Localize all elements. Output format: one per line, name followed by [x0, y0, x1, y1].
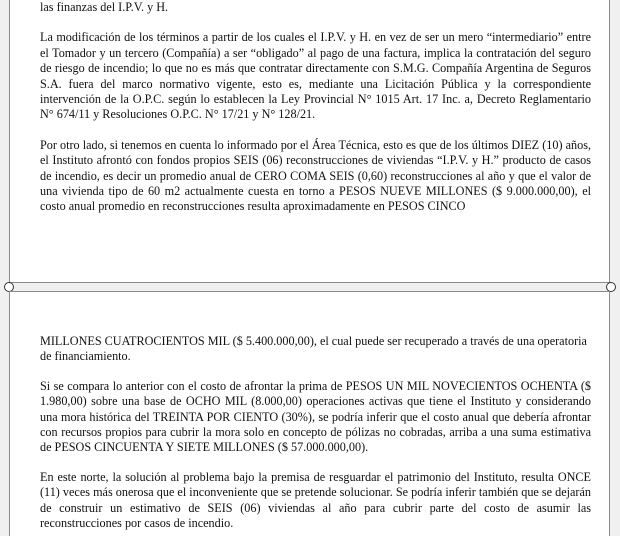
paragraph-este-norte: En este norte, la solución al problema bajo la premisa de resguardar el patrimonio del Instituto, resulta ONCE (11) veces más onerosa que el inconveniente que se pretende solucionar. Se podría inferir también que se dejarán de construir un estimativo de SEIS (06) viviendas al año para cubrir parte del costo de asumir las reconstrucciones por casos de incendio.	[40, 469, 591, 531]
page-2-text	[40, 334, 591, 531]
paragraph-millones: MILLONES CUATROCIENTOS MIL ($ 5.400.000,00), el cual puede ser recuperado a través de una operatoria de financiamiento.	[40, 334, 587, 364]
paragraph-finanzas: las finanzas del I.P.V. y H.	[40, 0, 169, 14]
document-page-2	[9, 291, 610, 536]
document-page-1	[9, 0, 610, 283]
paragraph-comparacion: Si se compara lo anterior con el costo de afrontar la prima de PESOS UN MIL NOVECIENTOS OCHENTA ($ 1.980,00) sobre una base de OCHO MIL (8.000,00) operaciones activas que tiene el Instituto y considerando una mora histórica del TREINTA POR CIENTO (30%), se podría inferir que el costo anual que debería afrontar con recursos propios para cubrir la mora solo en concepto de pólizas no cobradas, arriba a una suma estimativa de PESOS CINCUENTA Y SIETE MILLONES ($ 57.000.000,00).	[40, 378, 591, 455]
paragraph-modificacion: La modificación de los términos a partir de los cuales el I.P.V. y H. en vez de ser un mero “intermediario” entre el Tomador y un tercero (Compañía) a ser “obligado” al pago de una factura, implica la contratación del seguro de riesgo de incendio; lo que no es más que contratar directamente con S.M.G. Compañía Argentina de Seguros S.A. fuera del marco normativo vigente, esto es, mediante una Licitación Pública y la correspondiente intervención de la O.P.C. según lo establecen la Ley Provincial N° 1015 Art. 17 Inc. a, Decreto Reglamentario N° 674/11 y Resoluciones O.P.C. N° 17/21 y N° 128/21.	[40, 30, 591, 122]
page-1-text	[40, 0, 591, 215]
paragraph-otro-lado: Por otro lado, si tenemos en cuenta lo informado por el Área Técnica, esto es que de los últimos DIEZ (10) años, el Instituto afrontó con fondos propios SEIS (06) reconstrucciones de viviendas “I.P.V. y H.” producto de casos de incendio, es decir un promedio anual de CERO COMA SEIS (0,60) reconstrucciones al año y que el valor de una vivienda tipo de 60 m2 actualmente cuesta en torno a PESOS NUEVE MILLONES ($ 9.000.000,00), el costo anual promedio en reconstrucciones resulta aproximadamente en PESOS CINCO	[40, 137, 591, 214]
